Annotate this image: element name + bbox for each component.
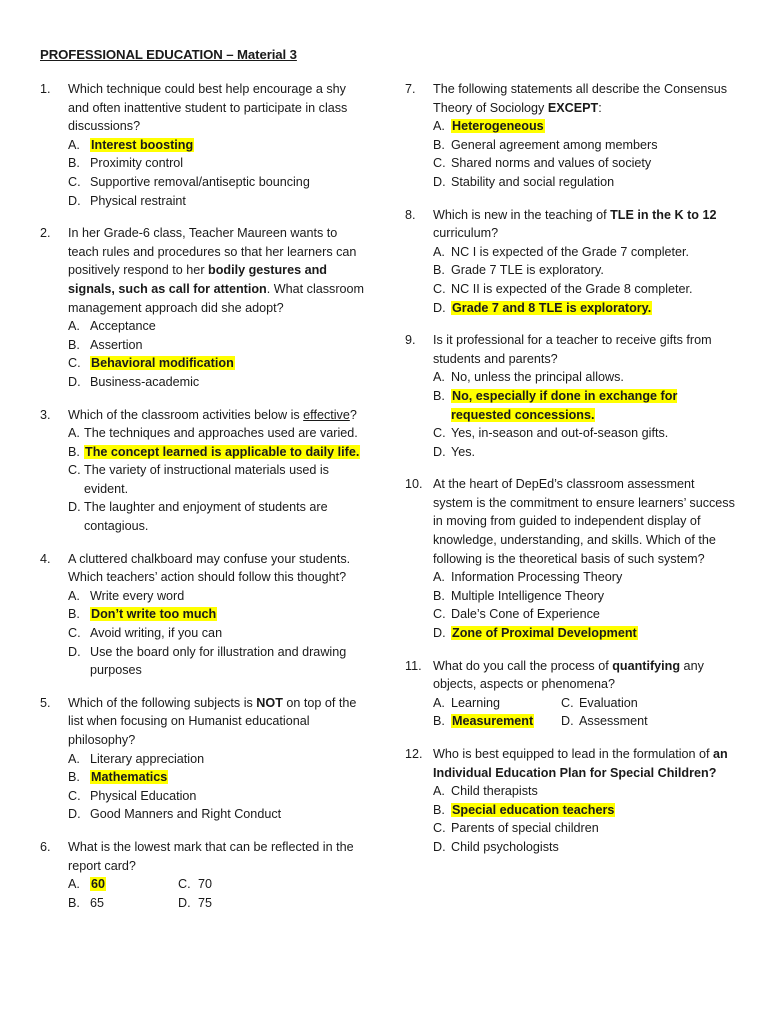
option-d: D. 75 [178, 895, 213, 910]
option-d: D. Yes. [433, 444, 476, 459]
question-number: 1. [40, 82, 51, 96]
question-number: 12. [405, 747, 423, 761]
question-12 [405, 745, 735, 857]
highlighted-answer: Interest boosting [91, 137, 194, 152]
option-a: A. Learning [433, 695, 501, 710]
option-c: C. Yes, in-season and out-of-season gifts. [433, 426, 669, 441]
highlighted-answer: Grade 7 and 8 TLE is exploratory. [452, 300, 652, 315]
option-list [405, 368, 735, 461]
option-b: B. Multiple Intelligence Theory [433, 588, 605, 603]
option-a: A. The techniques and approaches used are varied. [68, 426, 358, 441]
option-d: D. Child psychologists [433, 839, 559, 854]
question-11 [405, 657, 735, 731]
option-d: D. Zone of Proximal Development [433, 626, 637, 641]
question-number: 9. [405, 333, 416, 348]
question-2 [40, 224, 370, 391]
question-10 [405, 475, 735, 642]
highlighted-answer: Behavioral modification [91, 356, 234, 371]
right-column [405, 80, 735, 871]
option-b: B. Assertion [68, 337, 143, 352]
question-number: 10. [405, 477, 423, 492]
page-title: PROFESSIONAL EDUCATION – Material 3 [40, 47, 297, 62]
question-8 [405, 206, 735, 318]
option-a: A. Child therapists [433, 784, 538, 799]
highlighted-answer: Heterogeneous [452, 119, 544, 134]
question-9 [405, 331, 735, 461]
question-stem: 6. What is the lowest mark that can be reflected in the report card? [40, 839, 354, 873]
highlighted-answer: 60 [91, 877, 106, 892]
question-number: 7. [405, 82, 416, 96]
option-d: D. Stability and social regulation [433, 174, 615, 189]
option-d: D. Good Manners and Right Conduct [68, 807, 282, 822]
question-4 [40, 550, 370, 680]
highlighted-answer: Measurement [452, 714, 534, 729]
option-a: A. Interest boosting [68, 137, 194, 152]
option-list [40, 750, 370, 824]
option-c: C. The variety of instructional materials used is evident. [68, 463, 329, 496]
option-d: D. Physical restraint [68, 193, 186, 208]
question-stem: 5. Which of the following subjects is NOT on top of the list when focusing on Humanist educational philosophy? [40, 695, 357, 747]
option-b: B. General agreement among members [433, 137, 658, 152]
option-c: C. Parents of special children [433, 821, 599, 836]
option-a: A. No, unless the principal allows. [433, 370, 624, 385]
option-d: D. Assessment [561, 714, 648, 729]
option-d: D. Use the board only for illustration and drawing purposes [68, 644, 347, 678]
option-b: B. Special education teachers [433, 802, 615, 817]
question-stem: 8. Which is new in the teaching of TLE in the K to 12 curriculum? [405, 207, 717, 241]
question-stem: 4. A cluttered chalkboard may confuse your students. Which teachers’ action should follow this thought? [40, 551, 351, 585]
option-list [40, 424, 370, 536]
option-b: B. Grade 7 TLE is exploratory. [433, 263, 604, 278]
option-c: C. Dale’s Cone of Experience [433, 607, 600, 622]
option-b: B. Proximity control [68, 156, 184, 171]
option-list [405, 568, 735, 642]
option-c: C. Behavioral modification [68, 356, 234, 371]
highlighted-answer: Special education teachers [452, 802, 615, 817]
option-d: D. Grade 7 and 8 TLE is exploratory. [433, 300, 652, 315]
option-c: C. Shared norms and values of society [433, 156, 652, 171]
question-stem: 12. Who is best equipped to lead in the formulation of an Individual Education Plan for Special Children? [405, 747, 728, 780]
option-a: A. Acceptance [68, 319, 156, 334]
question-7 [405, 80, 735, 192]
question-number: 8. [405, 207, 416, 222]
option-list [40, 587, 370, 680]
highlighted-answer: Don’t write too much [91, 607, 217, 622]
option-c: C. Evaluation [561, 695, 638, 710]
option-a: A. Literary appreciation [68, 751, 205, 766]
option-b: B. 65 [68, 895, 105, 910]
option-c: C. Avoid writing, if you can [68, 626, 223, 641]
question-5 [40, 694, 370, 824]
option-b: B. No, especially if done in exchange for requested concessions. [433, 388, 678, 422]
option-list [405, 243, 735, 317]
highlighted-answer: No, especially if done in exchange for requested concessions. [451, 388, 678, 422]
option-list [40, 136, 370, 210]
highlighted-answer: The concept learned is applicable to daily life. [85, 444, 360, 459]
question-number: 5. [40, 695, 51, 710]
question-stem: 10. At the heart of DepEd’s classroom assessment system is the commitment to ensure learners’ success in moving from guided to independent display of knowledge, understanding, and skills. Which of the following is the theoretical basis of such system? [405, 477, 735, 566]
highlighted-answer: Mathematics [91, 770, 168, 785]
option-d: D. The laughter and enjoyment of students are contagious. [68, 500, 328, 534]
option-grid [405, 694, 735, 731]
option-c: C. Physical Education [68, 788, 197, 803]
option-b: B. Mathematics [68, 770, 168, 785]
question-1 [40, 80, 370, 210]
question-number: 11. [405, 658, 422, 673]
option-a: A. 60 [68, 877, 106, 892]
option-list [40, 317, 370, 391]
option-grid [40, 875, 370, 912]
option-a: A. Heterogeneous [433, 119, 544, 134]
option-c: C. NC II is expected of the Grade 8 completer. [433, 281, 693, 296]
option-c: C. 70 [178, 877, 213, 892]
left-column [40, 80, 370, 926]
option-list [405, 782, 735, 856]
question-stem: 7. The following statements all describe the Consensus Theory of Sociology EXCEPT: [405, 82, 728, 115]
option-a: A. NC I is expected of the Grade 7 completer. [433, 244, 690, 259]
question-stem: 11. What do you call the process of quantifying any objects, aspects or phenomena? [405, 658, 704, 692]
question-stem: 2. In her Grade-6 class, Teacher Maureen wants to teach rules and procedures so that her learners can positively respond to her bodily gestures and signals, such as call for attention. What classroom management approach did she adopt? [40, 226, 365, 315]
question-number: 2. [40, 226, 51, 241]
option-b: B. Don’t write too much [68, 607, 217, 622]
option-a: A. Information Processing Theory [433, 570, 623, 585]
option-a: A. Write every word [68, 588, 185, 603]
option-c: C. Supportive removal/antiseptic bouncing [68, 174, 310, 189]
question-stem: 3. Which of the classroom activities below is effective? [40, 406, 370, 425]
question-stem: 9. Is it professional for a teacher to receive gifts from students and parents? [405, 333, 712, 366]
question-number: 3. [40, 407, 51, 422]
option-list [405, 117, 735, 191]
option-b: B. The concept learned is applicable to daily life. [68, 444, 360, 459]
highlighted-answer: Zone of Proximal Development [452, 626, 637, 641]
question-3 [40, 406, 370, 536]
question-number: 4. [40, 551, 51, 566]
question-stem: 1. Which technique could best help encourage a shy and often inattentive student to participate in class discussions? [40, 82, 348, 134]
question-number: 6. [40, 839, 51, 854]
question-6 [40, 838, 370, 912]
option-b: B. Measurement [433, 714, 534, 729]
option-d: D. Business-academic [68, 374, 200, 389]
